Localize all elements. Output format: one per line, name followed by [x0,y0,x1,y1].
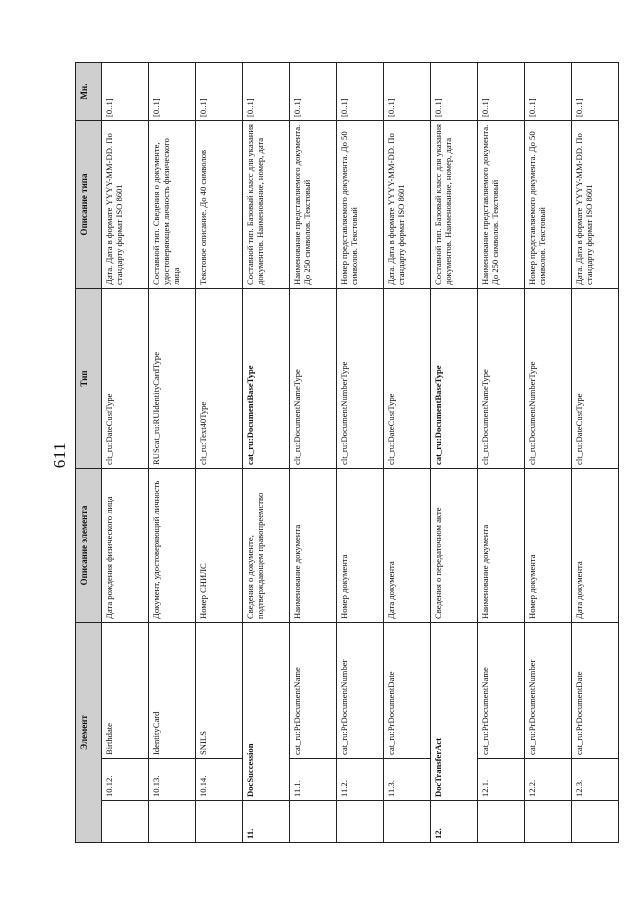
row-number: 11.2. [337,759,384,801]
row-type: clt_ru:DateCustType [384,288,431,468]
row-type-description: Составной тип. Базовый класс для указания документов. Наименование, номер, дата [243,120,290,288]
row-number: 10.12. [102,759,149,801]
row-element: cat_ru:PrDocumentNumber [525,622,572,758]
row-multiplicity: [0..1] [572,62,619,120]
row-description: Дата рождения физического лица [102,468,149,622]
row-description: Документ, удостоверяющий личность [149,468,196,622]
row-description: Наименование документа [478,468,525,622]
table-header-row [76,62,102,842]
row-description: Сведения о документе, подтверждающем правопреемство [243,468,290,622]
row-description: Наименование документа [290,468,337,622]
row-type: clt_ru:DocumentNumberType [525,288,572,468]
table-row [149,62,196,842]
row-type: clt_ru:DocumentNameType [478,288,525,468]
row-element: DocTransferAct [431,622,478,800]
row-multiplicity: [0..1] [337,62,384,120]
indent-cell [290,801,337,843]
row-type-description: Текстовое описание. До 40 символов [196,120,243,288]
indent-cell [337,801,384,843]
row-multiplicity: [0..1] [102,62,149,120]
row-number: 11. [243,801,290,843]
row-type-description: Дата. Дата в формате YYYY-MM-DD. По стандарту формат ISO 8601 [102,120,149,288]
indent-cell [478,801,525,843]
row-type: clt_ru:Text40Type [196,288,243,468]
row-number: 11.1. [290,759,337,801]
schema-table [75,62,619,843]
row-number: 11.3. [384,759,431,801]
row-element: cat_ru:PrDocumentName [290,622,337,758]
row-number: 12.2. [525,759,572,801]
row-type: clt_ru:DateCustType [572,288,619,468]
row-multiplicity: [0..1] [196,62,243,120]
row-element: IdentityCard [149,622,196,758]
table-row [572,62,619,842]
row-multiplicity: [0..1] [243,62,290,120]
row-multiplicity: [0..1] [384,62,431,120]
row-type: cat_ru:DocumentBaseType [243,288,290,468]
rotated-table-container [75,63,595,843]
indent-cell [196,801,243,843]
row-description: Сведения о передаточном акте [431,468,478,622]
row-type: RUScat_ru:RUIdentityCardType [149,288,196,468]
row-element: Birthdate [102,622,149,758]
row-type: clt_ru:DateCustType [102,288,149,468]
row-multiplicity: [0..1] [149,62,196,120]
indent-cell [525,801,572,843]
row-number: 10.14. [196,759,243,801]
row-type-description: Номер представляемого документа. До 50 символов. Текстовый [337,120,384,288]
table-body [102,62,619,842]
indent-cell [384,801,431,843]
row-type-description: Дата. Дата в формате YYYY-MM-DD. По стандарту формат ISO 8601 [384,120,431,288]
table-row [431,62,478,842]
row-type-description: Наименование представляемого документа. До 250 символов. Текстовый [478,120,525,288]
header-multiplicity: Мн. [76,62,102,120]
row-element: cat_ru:PrDocumentName [478,622,525,758]
table-row [196,62,243,842]
table-row [290,62,337,842]
table-row [478,62,525,842]
header-type: Тип [76,288,102,468]
row-number: 10.13. [149,759,196,801]
row-type: clt_ru:DocumentNameType [290,288,337,468]
indent-cell [149,801,196,843]
row-description: Номер СНИЛС [196,468,243,622]
row-type-description: Номер представляемого документа. До 50 символов. Текстовый [525,120,572,288]
header-description: Описание элемента [76,468,102,622]
row-number: 12.1. [478,759,525,801]
row-multiplicity: [0..1] [525,62,572,120]
row-multiplicity: [0..1] [431,62,478,120]
row-description: Дата документа [572,468,619,622]
header-type-description: Описание типа [76,120,102,288]
indent-cell [572,801,619,843]
row-number: 12.3. [572,759,619,801]
row-type-description: Дата. Дата в формате YYYY-MM-DD. По стандарту формат ISO 8601 [572,120,619,288]
row-description: Номер документа [337,468,384,622]
row-element: cat_ru:PrDocumentNumber [337,622,384,758]
table-row [384,62,431,842]
table-row [337,62,384,842]
page-number: 611 [50,441,69,469]
row-type-description: Наименование представляемого документа. До 250 символов. Текстовый [290,120,337,288]
table-row [102,62,149,842]
row-number: 12. [431,801,478,843]
row-description: Дата документа [384,468,431,622]
indent-cell [102,801,149,843]
row-type: clt_ru:DocumentNumberType [337,288,384,468]
row-type: cat_ru:DocumentBaseType [431,288,478,468]
row-element: DocSuccession [243,622,290,800]
row-type-description: Составной тип. Сведения о документе, удостоверяющем личность физического лица [149,120,196,288]
row-multiplicity: [0..1] [290,62,337,120]
row-description: Номер документа [525,468,572,622]
row-element: SNILS [196,622,243,758]
table-row [525,62,572,842]
table-row [243,62,290,842]
row-type-description: Составной тип. Базовый класс для указания документов. Наименование, номер, дата [431,120,478,288]
header-element: Элемент [76,622,102,842]
row-multiplicity: [0..1] [478,62,525,120]
row-element: cat_ru:PrDocumentDate [384,622,431,758]
row-element: cat_ru:PrDocumentDate [572,622,619,758]
